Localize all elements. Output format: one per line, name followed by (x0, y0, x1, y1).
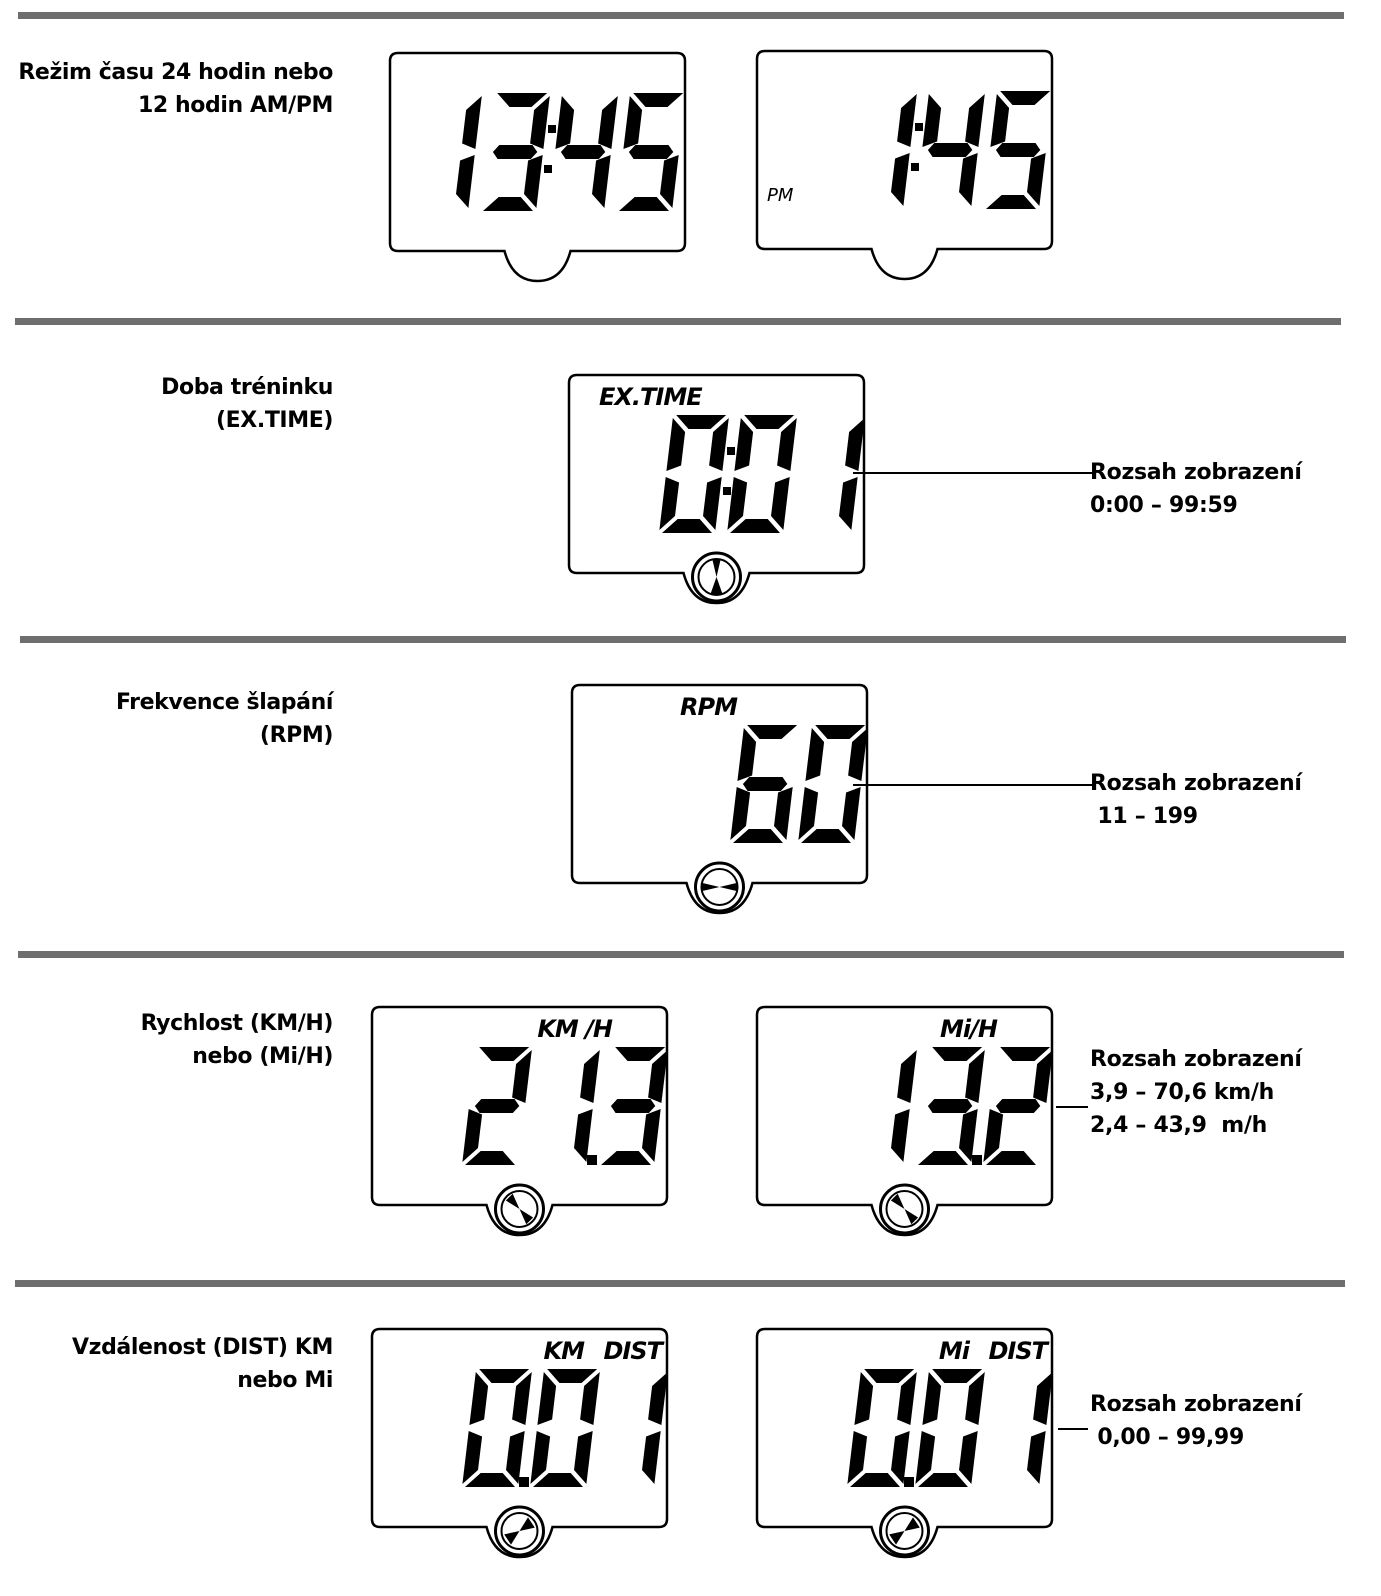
lcd-display-dist-km (370, 1327, 669, 1565)
lcd-display-24h (388, 51, 687, 289)
speed-label: Rychlost (KM/H) nebo (Mi/H) (140, 1011, 333, 1069)
lcd-frame (755, 1327, 1054, 1565)
lcd-display-dist-mi (755, 1327, 1054, 1565)
section-divider (20, 636, 1346, 643)
lcd-indicator: EX.TIME (599, 383, 702, 411)
section-divider (15, 1280, 1345, 1287)
lcd-indicator: KM /H (537, 1015, 612, 1043)
lcd-indicator: DIST (988, 1337, 1047, 1365)
extime-range-text: Rozsah zobrazení 0:00 – 99:59 (1090, 460, 1302, 518)
lcd-frame (570, 683, 869, 921)
dist-range-text: Rozsah zobrazení 0,00 – 99,99 (1090, 1392, 1302, 1450)
range-leader-line (1058, 1428, 1088, 1430)
exercise-time-label: Doba tréninku (EX.TIME) (161, 375, 333, 433)
range-leader-line (853, 784, 1093, 786)
pm-indicator: PM (767, 185, 794, 206)
cadence-label: Frekvence šlapání (RPM) (115, 690, 333, 748)
lcd-indicator: KM (543, 1337, 584, 1365)
lcd-frame (567, 373, 866, 611)
lcd-frame (755, 1005, 1054, 1243)
lcd-indicator: DIST (603, 1337, 662, 1365)
section-divider (18, 951, 1344, 958)
lcd-display-extime (567, 373, 866, 611)
section-divider (15, 318, 1341, 325)
section-divider (18, 12, 1344, 19)
lcd-frame (370, 1005, 669, 1243)
lcd-frame (755, 49, 1054, 287)
lcd-indicator: Mi/H (940, 1015, 997, 1043)
distance-label: Vzdálenost (DIST) KM nebo Mi (72, 1335, 333, 1393)
lcd-display-speed-km (370, 1005, 669, 1243)
range-leader-line (853, 472, 1093, 474)
lcd-indicator: RPM (680, 693, 737, 721)
range-leader-line (1056, 1106, 1088, 1108)
lcd-frame (370, 1327, 669, 1565)
speed-range-text: Rozsah zobrazení 3,9 – 70,6 km/h 2,4 – 43,9 m/h (1090, 1047, 1302, 1138)
time-mode-label: Režim času 24 hodin nebo 12 hodin AM/PM (18, 60, 333, 118)
lcd-display-12h (755, 49, 1054, 287)
rpm-range-text: Rozsah zobrazení 11 – 199 (1090, 771, 1302, 829)
lcd-display-rpm (570, 683, 869, 921)
lcd-display-speed-mi (755, 1005, 1054, 1243)
lcd-indicator: Mi (938, 1337, 969, 1365)
lcd-frame (388, 51, 687, 289)
